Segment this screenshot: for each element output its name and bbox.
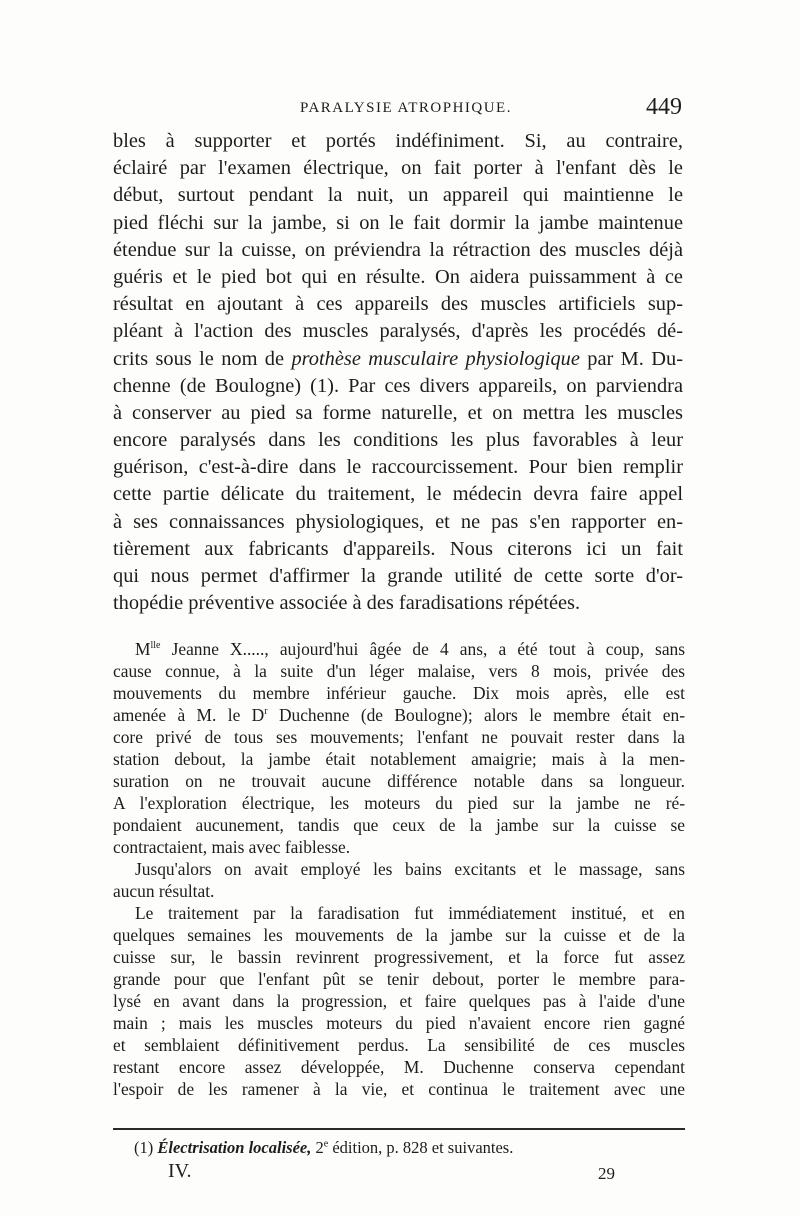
page-header xyxy=(112,96,682,126)
case-line: restant encore assez développée, M. Duchenne conserva cependant xyxy=(113,1057,685,1077)
case-line: Le traitement par la faradisation fut immédiatement institué, et en xyxy=(135,903,685,923)
page-number: 449 xyxy=(646,94,682,120)
case-line xyxy=(113,638,685,660)
case-line: quelques semaines les mouvements de la jambe sur la cuisse et de la xyxy=(113,925,685,945)
text-line: thopédie préventive associée à des faradisations répétées. xyxy=(113,592,581,615)
text-line xyxy=(113,346,683,373)
case-line xyxy=(113,704,685,726)
case-line: contractaient, mais avec faiblesse. xyxy=(113,837,351,857)
text-line: tièrement aux fabricants d'appareils. Nous citerons ici un fait xyxy=(113,537,683,560)
main-paragraph xyxy=(113,128,683,617)
case-line: Jusqu'alors on avait employé les bains excitants et le massage, sans xyxy=(135,859,685,879)
text-line: à conserver au pied sa forme naturelle, et on mettra les muscles xyxy=(113,401,683,424)
superscript: r xyxy=(264,706,268,718)
case-line: l'espoir de les ramener à la vie, et continua le traitement avec une xyxy=(113,1079,685,1099)
superscript: lle xyxy=(150,640,161,652)
case-line: cuisse sur, le bassin revinrent progressivement, et la force fut assez xyxy=(113,947,685,967)
case-line: lysé en avant dans la progression, et faire quelques pas à l'aide d'une xyxy=(113,991,685,1011)
text-line: résultat en ajoutant à ces appareils des muscles artificiels sup- xyxy=(113,293,683,316)
running-title: PARALYSIE ATROPHIQUE. xyxy=(300,100,512,116)
text-line: pléant à l'action des muscles paralysés, d'après les procédés dé- xyxy=(113,320,683,343)
footnote xyxy=(134,1138,513,1158)
text-segment: crits sous le nom de xyxy=(113,347,292,370)
text-segment: par M. Du- xyxy=(579,347,683,370)
text-line: à ses connaissances physiologiques, et ne pas s'en rapporter en- xyxy=(113,510,683,533)
text-line: bles à supporter et portés indéfiniment. Si, au contraire, xyxy=(113,130,683,152)
footnote-title: Électrisation localisée, xyxy=(157,1138,312,1157)
text-line: qui nous permet d'affirmer la grande utilité de cette sorte d'or- xyxy=(113,565,683,587)
case-line: grande pour que l'enfant pût se tenir debout, porter le membre para- xyxy=(113,969,685,989)
text-segment: M xyxy=(135,639,151,659)
text-line: cette partie délicate du traitement, le médecin devra faire appel xyxy=(113,483,683,506)
text-line: chenne (de Boulogne) (1). Par ces divers appareils, on parviendra xyxy=(113,374,683,397)
case-line: core privé de tous ses mouvements; l'enfant ne pouvait rester dans la xyxy=(113,727,685,747)
case-line: aucun résultat. xyxy=(113,881,215,901)
case-line: suration on ne trouvait aucune différence notable dans sa longueur. xyxy=(113,771,685,791)
text-segment: Duchenne (de Boulogne); alors le membre était en- xyxy=(267,705,685,725)
text-segment: amenée à M. le D xyxy=(113,705,265,725)
case-line: A l'exploration électrique, les moteurs du pied sur la jambe ne ré- xyxy=(113,793,685,813)
italic-phrase: prothèse musculaire physiologique xyxy=(291,347,580,370)
text-segment: 2 xyxy=(311,1138,324,1157)
case-line: pondaient aucunement, tandis que ceux de la jambe sur la cuisse se xyxy=(113,815,685,835)
footnote-divider xyxy=(113,1128,685,1130)
text-line: pied fléchi sur la jambe, si on le fait dormir la jambe maintenue xyxy=(113,211,683,234)
case-line: station debout, la jambe était notablement amaigrie; mais à la men- xyxy=(113,749,685,769)
case-report xyxy=(113,638,685,1100)
text-line: début, surtout pendant la nuit, un appareil qui maintienne le xyxy=(113,184,683,207)
text-line: guéris et le pied bot qui en résulte. On aidera puissamment à ce xyxy=(113,265,683,288)
sheet-signature: 29 xyxy=(598,1164,615,1183)
text-segment: édition, p. 828 et suivantes. xyxy=(328,1138,514,1157)
footnote-marker: (1) xyxy=(134,1138,158,1157)
case-line: cause connue, à la suite d'un léger malaise, vers 8 mois, privée des xyxy=(113,661,685,681)
case-line: main ; mais les muscles moteurs du pied n'avaient encore rien gagné xyxy=(113,1013,685,1033)
volume-signature: IV. xyxy=(168,1160,192,1182)
text-line: guérison, c'est-à-dire dans le raccourcissement. Pour bien remplir xyxy=(113,456,683,479)
superscript: e xyxy=(323,1138,329,1150)
text-line: encore paralysés dans les conditions les plus favorables à leur xyxy=(113,429,683,452)
case-line: et semblaient définitivement perdus. La sensibilité de ces muscles xyxy=(113,1035,685,1055)
text-line: éclairé par l'examen électrique, on fait porter à l'enfant dès le xyxy=(113,157,683,180)
text-line: étendue sur la cuisse, on préviendra la rétraction des muscles déjà xyxy=(113,238,683,261)
case-line: mouvements du membre inférieur gauche. Dix mois après, elle est xyxy=(113,683,685,703)
text-segment: Jeanne X....., aujourd'hui âgée de 4 ans, a été tout à coup, sans xyxy=(160,639,685,659)
